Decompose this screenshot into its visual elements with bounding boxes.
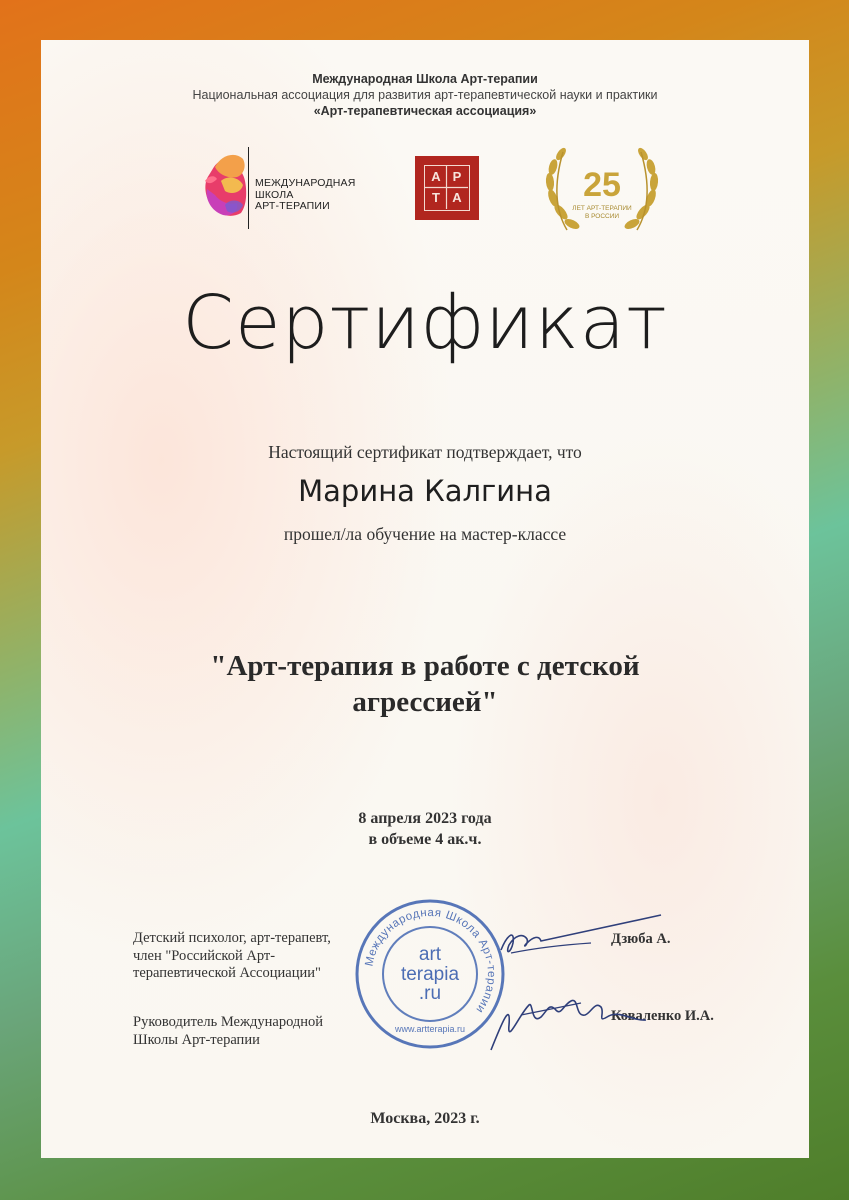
- confirm-text: Настоящий сертификат подтверждает, что: [268, 442, 582, 462]
- course-date: 8 апреля 2023 года в объеме 4 ак.ч.: [358, 810, 492, 848]
- anniversary-caption-1: ЛЕТ АРТ-ТЕРАПИИ: [572, 205, 632, 212]
- certificate-title: Сертификат: [182, 280, 668, 366]
- org-association: «Арт-терапевтическая ассоциация»: [313, 104, 537, 118]
- handwritten-signatures: [471, 905, 671, 1055]
- association-logo-grid: А Р Т А: [424, 165, 470, 211]
- anniversary-caption-2: В РОССИИ: [584, 213, 620, 220]
- paint-splash-icon: [201, 145, 249, 235]
- stamp-url: www.artterapia.ru: [394, 1024, 466, 1034]
- stamp-center-3: .ru: [418, 983, 442, 1004]
- certificate-sheet: [41, 40, 809, 1158]
- completion-text: прошел/ла обучение на мастер-классе: [283, 524, 567, 544]
- org-description: Национальная ассоциация для развития арт-терапевтической науки и практики: [192, 88, 658, 102]
- stamp-center-1: art: [418, 944, 442, 965]
- city-year: Москва, 2023 г.: [370, 1110, 480, 1127]
- anniversary-number: 25: [583, 166, 621, 204]
- signatory-name-1: Дзюба А.: [611, 931, 671, 947]
- school-logo-text: МЕЖДУНАРОДНАЯ ШКОЛА АРТ-ТЕРАПИИ: [255, 177, 356, 212]
- signatory-role-1: Детский психолог, арт-терапевт, член "Российской Арт- терапевтической Ассоциации": [133, 930, 331, 981]
- association-logo: [415, 156, 479, 220]
- org-name: Международная Школа Арт-терапии: [312, 72, 538, 86]
- stamp-center-2: terapia: [400, 964, 460, 985]
- signatory-name-2: Коваленко И.А.: [611, 1008, 714, 1024]
- logo-divider: [248, 147, 249, 229]
- signatory-role-2: Руководитель Международной Школы Арт-терапии: [133, 1014, 324, 1048]
- school-logo: [201, 145, 371, 235]
- anniversary-laurel-logo: [541, 140, 663, 240]
- course-title: "Арт-терапия в работе с детской агрессией": [210, 650, 640, 718]
- stamp-ring-text: Международная Школа Арт-терапии: [363, 906, 498, 1016]
- recipient-name: Марина Калгина: [298, 474, 552, 508]
